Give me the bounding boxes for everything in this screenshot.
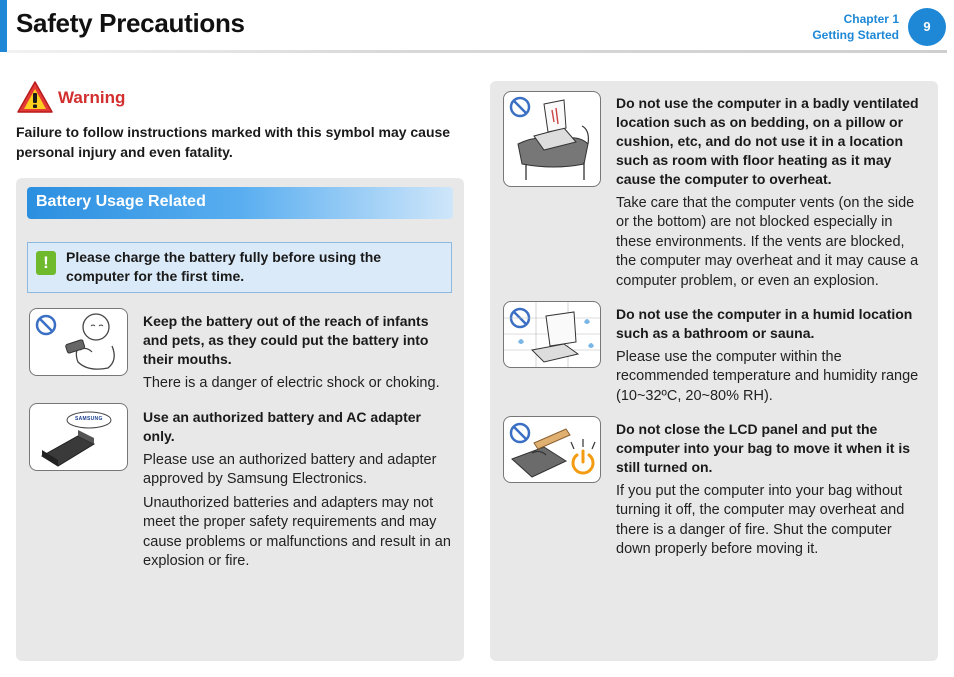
infant-warning-body: There is a danger of electric shock or choking. [143,375,440,391]
battery-brand: SAMSUNG [75,416,103,422]
warning-description: Failure to follow instructions marked with this symbol may cause personal injury and even fatality. [16,124,451,160]
authorized-battery-body-2: Unauthorized batteries and adapters may not meet the proper safety requirements and may cause problems or malfunctions and result in an explosion or fire. [143,495,451,570]
humid-warning-body: Please use the computer within the recommended temperature and humidity range (10~32ºC, 20~80% RH). [616,349,919,404]
heat-rays-icon [568,437,598,451]
infant-battery-illustration [29,308,128,376]
baby-icon [58,310,128,376]
authorized-battery-body-1: Please use an authorized battery and adapter approved by Samsung Electronics. [143,452,437,488]
battery-illustration [29,403,128,471]
exclamation-icon: ! [36,251,56,275]
page-number-badge: 9 [908,8,946,46]
note-text: Please charge the battery fully before using the computer for the first time. [66,249,382,284]
ventilation-warning-title: Do not use the computer in a badly ventilated location such as on bedding, on a pillow or cushion, etc, and do not use it in a location such as room with floor heating as it may cause the computer to overheat. [616,95,919,187]
chapter-number: Chapter 1 [843,12,899,26]
warning-label: Warning [58,88,126,107]
power-icon [568,447,598,477]
page-header [0,0,954,56]
header-divider [7,50,947,53]
prohibited-icon [35,314,57,336]
chapter-label [812,11,899,43]
battery-icon [30,404,127,470]
authorized-battery-title: Use an authorized battery and AC adapter only. [143,409,421,444]
section-title: Battery Usage Related [36,193,206,210]
warning-heading [16,80,456,114]
bag-warning-title: Do not close the LCD panel and put the computer into your bag to move it when it is still turned on. [616,421,911,475]
header-accent-bar [0,0,7,52]
ventilation-warning-body: Take care that the computer vents (on the side or the bottom) are not blocked especially in these environments. If the vents are blocked, the computer may overheat and it may cause a computer problem, or even an explosion. [616,195,919,289]
laptop-on-bed-icon [504,92,600,186]
chapter-name: Getting Started [812,28,899,42]
section-heading [27,187,453,219]
bedding-illustration [503,91,601,187]
laptop-humid-icon [504,302,600,367]
humid-warning-title: Do not use the computer in a humid location such as a bathroom or sauna. [616,306,913,341]
bathroom-illustration [503,301,601,368]
infant-warning-title: Keep the battery out of the reach of infants and pets, as they could put the battery into their mouths. [143,313,429,367]
warning-triangle-icon [16,80,54,114]
laptop-bag-illustration [503,416,601,483]
bag-warning-body: If you put the computer into your bag without turning it off, the computer may overheat and there is a danger of fire. Shut the computer down properly before moving it. [616,483,905,558]
page-title: Safety Precautions [16,8,245,38]
note-box [27,242,452,293]
